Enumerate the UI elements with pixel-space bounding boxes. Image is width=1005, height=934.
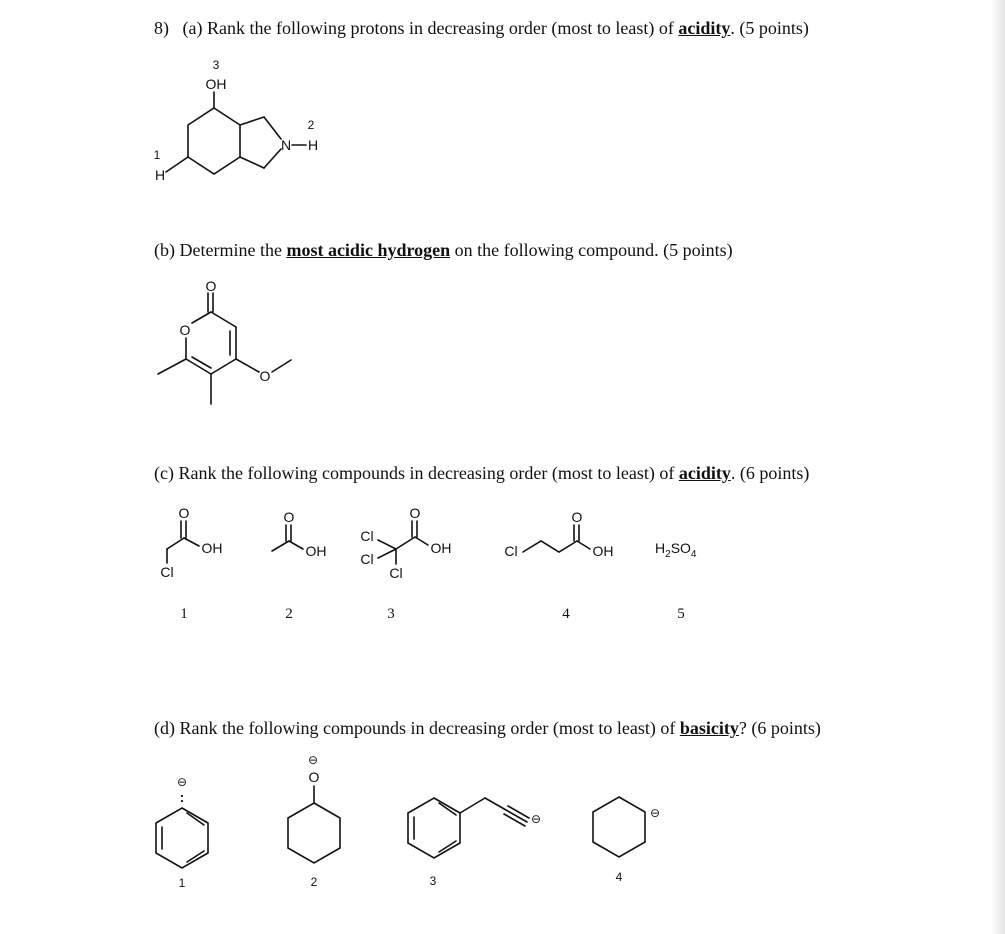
bond-o-methyl: [272, 360, 291, 372]
d1-charge: ⊖: [176, 775, 188, 789]
molecule-a: [154, 58, 318, 183]
d3-charge: ⊖: [530, 812, 542, 826]
compound-d3: [408, 798, 541, 888]
q8a-key: acidity: [678, 18, 731, 38]
q8d-key: basicity: [679, 718, 739, 738]
d2-charge: ⊖: [307, 753, 319, 767]
d2-cyclohexane-ring: [288, 803, 340, 863]
q8d-post: ? (6 points): [738, 718, 821, 738]
d1-benzene-ring: [156, 808, 208, 868]
atom-h-on-n: H: [307, 137, 319, 153]
c3-number: 3: [387, 606, 395, 622]
d1-number: 1: [178, 876, 186, 890]
bond-methyl-left: [158, 359, 186, 374]
d3-number: 3: [429, 874, 437, 888]
d4-number: 4: [615, 870, 623, 884]
c5-formula: [655, 540, 697, 560]
c3-bond-cl1: [378, 540, 396, 549]
bond-ring5-a: [240, 117, 264, 125]
q8a-pre: (a) Rank the following protons in decreasing order (most to least) of: [182, 18, 679, 38]
d3-bond-c-c: [485, 798, 506, 810]
label-proton-2: 2: [307, 118, 315, 132]
c1-atom-cl: Cl: [160, 564, 174, 580]
molecule-b: [158, 278, 291, 404]
bond-c-h: [166, 157, 188, 172]
compound-c2: [272, 509, 327, 622]
compound-d4: [593, 797, 660, 884]
compound-c1: [160, 505, 222, 622]
q8c-pre: (c) Rank the following compounds in decreasing order (most to least) of: [154, 463, 679, 483]
c5-formula-so: SO: [670, 540, 691, 556]
bond-ring5-b: [264, 117, 281, 139]
c1-atom-o: O: [178, 505, 190, 521]
c4-number: 4: [562, 606, 570, 622]
bond-ring-d-double: [192, 357, 211, 368]
d3-triple-3: [504, 814, 525, 826]
d4-cyclohexane-ring: [593, 797, 645, 857]
bond-c-o-ether: [236, 359, 259, 372]
d2-number: 2: [310, 875, 318, 889]
c2-bond-c-ch3: [272, 541, 289, 551]
q8c-key: acidity: [678, 463, 731, 483]
bond-ring5-d: [240, 157, 264, 168]
q8a-post: . (5 points): [730, 18, 809, 38]
c2-number: 2: [285, 606, 293, 622]
d4-charge: ⊖: [649, 806, 661, 820]
cyclohexane-ring: [188, 108, 240, 174]
c4-bond-c-oh: [577, 541, 590, 549]
q8b-key: most acidic hydrogen: [286, 240, 451, 260]
c3-bond-cl2: [378, 549, 396, 558]
c3-atom-o: O: [409, 505, 421, 521]
c5-sub-4: 4: [690, 549, 697, 560]
c2-atom-oh: OH: [305, 543, 327, 559]
compound-d1: [156, 775, 208, 890]
d1-lone-pair: :: [179, 789, 185, 805]
compound-c3: [360, 505, 451, 622]
atom-oh: OH: [205, 76, 227, 92]
c3-atom-cl1: Cl: [360, 528, 374, 544]
compound-d2: [288, 753, 340, 889]
c5-sub-2: 2: [665, 549, 671, 560]
bond-ring5-c: [264, 149, 281, 168]
c4-atom-oh: OH: [592, 543, 614, 559]
c5-formula-h: H: [655, 540, 666, 556]
q8b-post: on the following compound. (5 points): [450, 240, 733, 260]
c3-bond-c-oh: [415, 537, 428, 545]
c5-number: 5: [677, 606, 685, 622]
bond-ring-a: [211, 312, 236, 327]
d3-triple-2: [508, 806, 529, 818]
c3-atom-oh: OH: [430, 540, 452, 556]
c1-number: 1: [180, 606, 188, 622]
q8d-pre: (d) Rank the following compounds in decreasing order (most to least) of: [154, 718, 680, 738]
label-proton-3: 3: [212, 58, 220, 72]
c3-atom-cl2: Cl: [360, 551, 374, 567]
d3-triple-1: [506, 810, 527, 822]
c1-bond-c-c: [167, 538, 184, 549]
atom-h: H: [154, 167, 166, 183]
compound-c4: [504, 509, 613, 622]
atom-o-ring: O: [179, 322, 191, 338]
bond-ring-c: [211, 359, 236, 374]
question-number: 8): [154, 18, 169, 38]
c4-atom-o: O: [571, 509, 583, 525]
d3-benzene-ring: [408, 798, 460, 858]
atom-n: N: [280, 137, 292, 153]
c1-bond-c-oh: [184, 538, 199, 546]
c2-atom-o: O: [283, 509, 295, 525]
label-proton-1: 1: [153, 148, 161, 162]
c4-atom-cl: Cl: [504, 543, 518, 559]
c1-atom-oh: OH: [201, 540, 223, 556]
c3-bond-c-ccl3: [396, 537, 415, 549]
q8c-post: . (6 points): [730, 463, 810, 483]
bond-c-o-ring: [192, 312, 211, 323]
d3-bond-ch2: [460, 798, 485, 813]
d2-atom-o: O: [308, 769, 320, 785]
atom-o-ether: O: [259, 368, 271, 384]
c3-atom-cl3: Cl: [389, 565, 403, 581]
atom-o-carbonyl: O: [205, 278, 217, 294]
compound-c5: [655, 540, 697, 622]
c2-bond-c-oh: [289, 541, 303, 549]
c4-chain: [523, 541, 577, 552]
q8b-pre: (b) Determine the: [154, 240, 287, 260]
